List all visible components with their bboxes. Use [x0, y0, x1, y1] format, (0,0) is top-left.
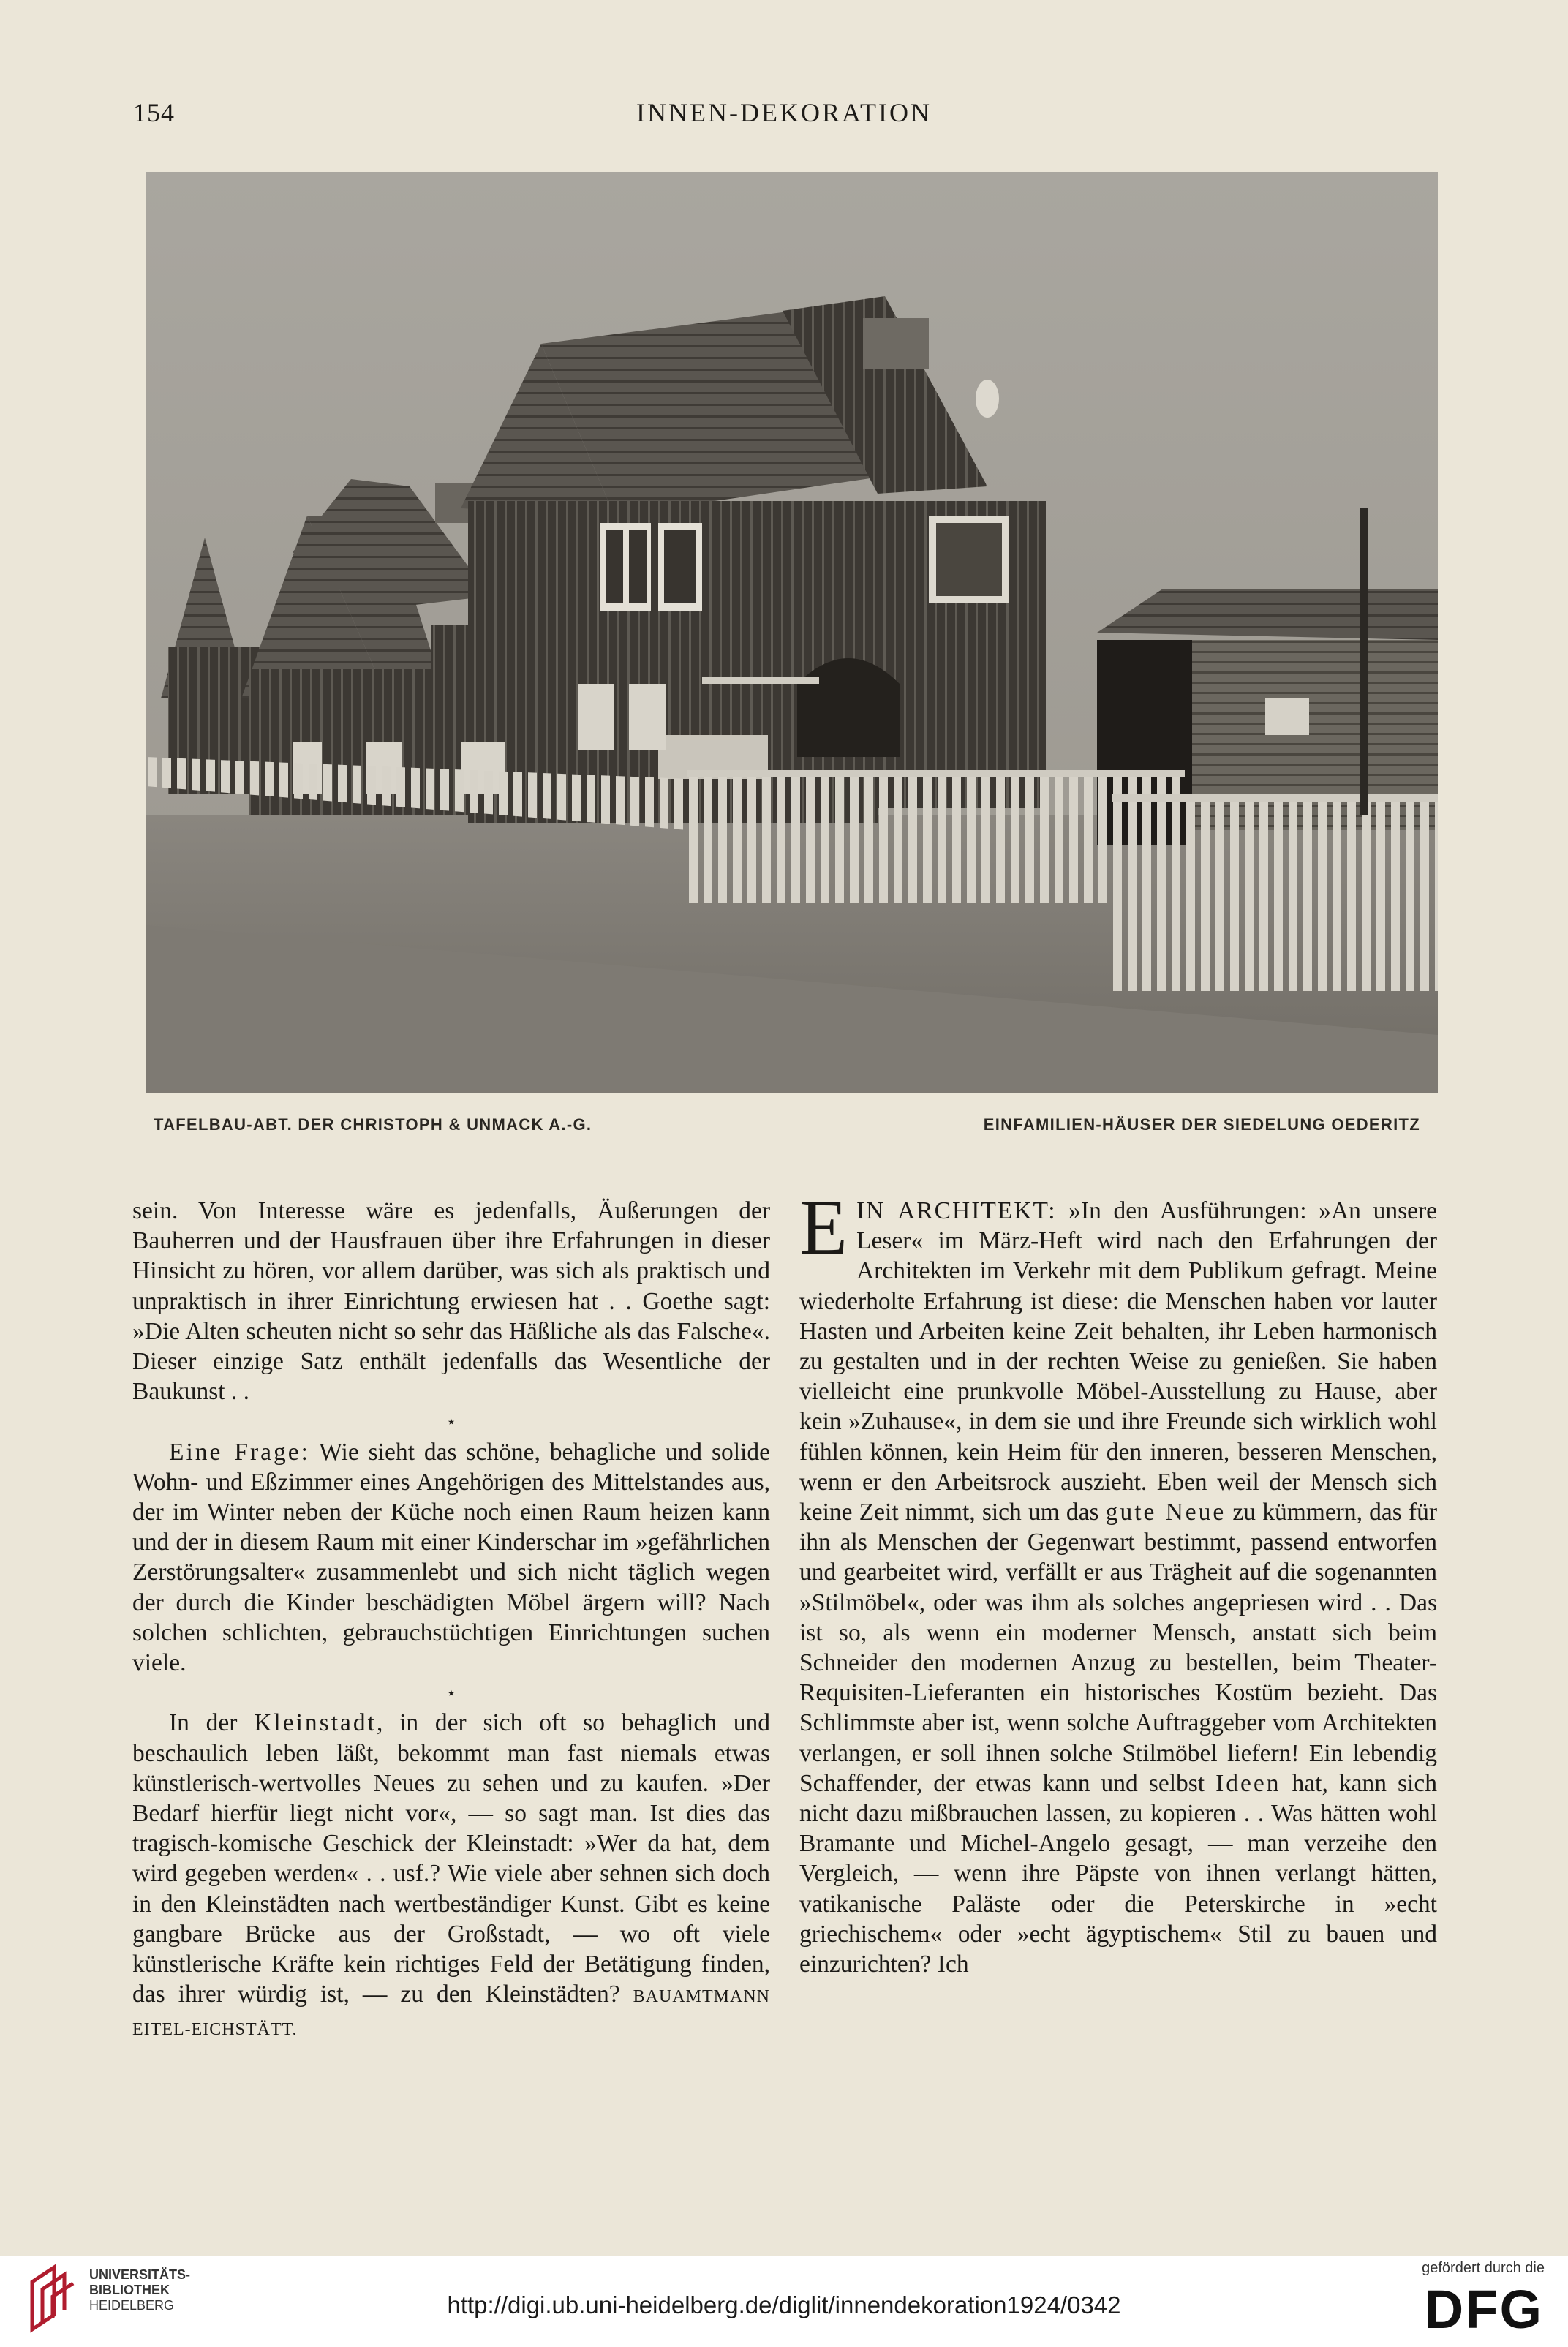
library-line: BIBLIOTHEK — [89, 2283, 170, 2297]
paragraph: sein. Von Interesse wäre es jedenfalls, Äußerungen der Bauherren und der Hausfrauen über ihre Erfahrungen in dieser Hinsicht zu hören, vor allem darüber, was sich als praktisch und unpraktisch in ihrer Einrichtung erwiesen hat . . Goethe sagt: »Die Alten scheuten nicht so sehr das Häßliche als das Falsche«. Dieser einzige Satz enthält jedenfalls das Wesentliche der Baukunst . . — [132, 1197, 770, 1406]
text-column-right — [799, 1184, 1438, 1979]
author-signature: BAUAMTMANN EITEL-EICHSTÄTT. — [132, 1987, 770, 2040]
source-url-link[interactable]: http://digi.ub.uni-heidelberg.de/diglit/innendekoration1924/0342 — [447, 2291, 1121, 2318]
page-number: 154 — [133, 98, 175, 127]
running-title: INNEN-DEKORATION — [636, 98, 932, 127]
paragraph — [132, 1708, 770, 2045]
drop-cap: E — [799, 1184, 848, 1271]
paragraph-text: , in der sich oft so behaglich und beschaulich leben läßt, bekommt man fast niemals etwas künstlerisch-wertvolles Neues zu sehen und zu kaufen. »Der Bedarf hierfür liegt nicht vor«, — so sagt man. Ist dies das tragisch-komische Geschick der Kleinstadt: »Wer da hat, dem wird gegeben werden« . . usf.? Wie viele aber sehnen sich doch in den Kleinstädten nach wertbeständiger Kunst. Gibt es keine gangbare Brücke aus der Großstadt, — wo oft viele künstlerische Kräfte kein richtiges Feld der Betätigung finden, das ihrer würdig ist, — zu den Kleinstädten? — [132, 1709, 770, 2008]
section-star: ⋆ — [446, 1684, 456, 1703]
caption-left: TAFELBAU-ABT. DER CHRISTOPH & UNMACK A.-G. — [154, 1115, 592, 1134]
funder-label: gefördert durch die — [1422, 2260, 1545, 2276]
dfg-logo[interactable]: DFG — [1424, 2279, 1543, 2340]
paragraph-text: zu kümmern, das für ihn als Menschen der Gegenwart bestimmt, passend entworfen und gearbeitet wird, verfällt er aus Trägheit auf die sogenannten »Stilmöbel«, oder was ihm als solches angepriesen wird . . Das ist so, als wenn ein moderner Mensch, anstatt sich beim Schneider den modernen Anzug zu bestellen, beim Theater-Requisiten-Lieferanten ein historisches Kostüm bezieht. Das Schlimmste aber ist, wenn solche Auftraggeber vom Architekten verlangen, er soll ihnen solche Stilmöbel liefern! Ein lebendig Schaffender, der etwas kann und selbst — [799, 1499, 1438, 1797]
paragraph-text: Wie sieht das schöne, behagliche und solide Wohn- und Eßzimmer eines Angehörigen des Mittelstandes aus, der im Winter neben der Küche noch einen Raum heizen kann und der in diesem Raum mit einer Kinderschar im »gefährlichen Zerstörungsalter« zusammenlebt und sich nicht täglich wegen der durch die Kinder beschädigten Möbel ärgern will? Nach solchen schlichten, gebrauchstüchtigen Einrichtungen suchen viele. — [132, 1438, 770, 1677]
caption-right: EINFAMILIEN-HÄUSER DER SIEDELUNG OEDERITZ — [983, 1115, 1420, 1134]
section-star: ⋆ — [446, 1412, 456, 1431]
paragraph — [132, 1437, 770, 1679]
spaced-word: Ideen — [1215, 1769, 1281, 1797]
paragraph-text: »In den Ausführungen: »An unsere Leser« im März-Heft wird nach den Erfahrungen der Architekten im Verkehr mit dem Publikum gefragt. Meine wiederholte Erfahrung ist diese: die Menschen haben vor lauter Hasten und Arbeiten keine Zeit behalten, ihr Leben harmonisch zu gestalten und in der rechten Weise zu genießen. Sie haben vielleicht eine prunkvolle Möbel-Ausstellung zu Hause, aber kein »Zuhause«, in dem sie und ihre Freunde sich wirklich wohl fühlen können, kein Heim für den inneren, besseren Menschen, wenn er den Arbeitsrock auszieht. Eben weil der Mensch sich keine Zeit nimmt, sich um das — [799, 1197, 1437, 1526]
spaced-lead: Eine Frage: — [169, 1438, 310, 1466]
library-line: UNIVERSITÄTS- — [89, 2267, 191, 2282]
paragraph-text: In der — [169, 1709, 255, 1737]
photograph-houses — [146, 172, 1438, 1093]
paragraph — [799, 1184, 1438, 1979]
library-line: HEIDELBERG — [89, 2298, 175, 2313]
text-column-left — [132, 1196, 770, 2046]
lead-words: IN ARCHITEKT: — [856, 1197, 1057, 1224]
spaced-word: gute Neue — [1105, 1499, 1226, 1526]
paragraph-text: hat, kann sich nicht dazu mißbrauchen lassen, zu kopieren . . Was hätten wohl Bramante und Michel-Angelo gesagt, — man verzeihe den Vergleich, — wenn ihre Päpste von ihnen verlangt hätten, vatikanische Paläste oder die Peterskirche in »echt griechischem« oder »echt ägyptischem« Stil zu bauen und einzurichten? Ich — [799, 1769, 1437, 1978]
spaced-word: Kleinstadt — [254, 1709, 377, 1737]
